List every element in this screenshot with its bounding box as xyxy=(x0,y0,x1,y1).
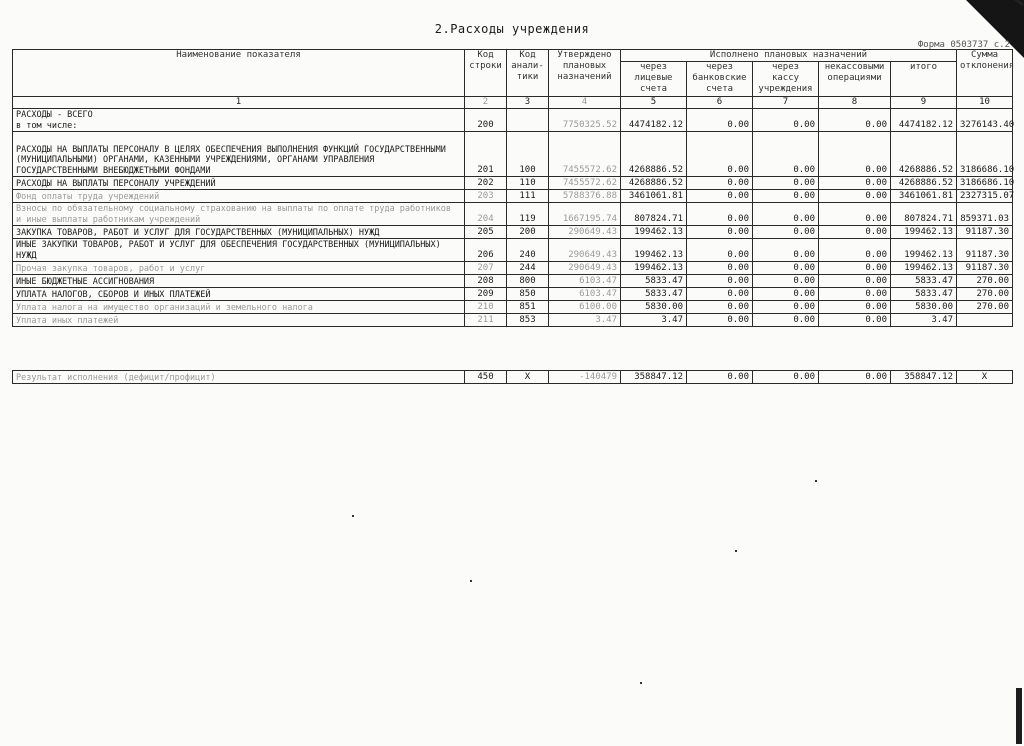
row-approved: 6103.47 xyxy=(549,275,621,288)
scan-speck xyxy=(470,580,472,582)
header-via-bank: через банковские счета xyxy=(687,62,753,97)
row-analytic-code: 244 xyxy=(507,262,549,275)
row-non-cash: 0.00 xyxy=(819,314,891,327)
row-approved: 7455572.62 xyxy=(549,132,621,177)
result-name: Результат исполнения (дефицит/профицит) xyxy=(13,371,465,384)
result-deviation: X xyxy=(957,371,1013,384)
table-row xyxy=(13,301,1013,314)
header-name: Наименование показателя xyxy=(13,50,465,97)
row-approved: 6100.00 xyxy=(549,301,621,314)
row-name: РАСХОДЫ - ВСЕГО в том числе: xyxy=(13,109,465,132)
row-deviation: 91187.30 xyxy=(957,226,1013,239)
table-row xyxy=(13,288,1013,301)
row-non-cash: 0.00 xyxy=(819,262,891,275)
row-approved: 7455572.62 xyxy=(549,177,621,190)
row-via-bank: 0.00 xyxy=(687,239,753,262)
row-analytic-code: 200 xyxy=(507,226,549,239)
col-number: 7 xyxy=(753,97,819,109)
row-total: 199462.13 xyxy=(891,239,957,262)
table-row xyxy=(13,109,1013,132)
row-name: Уплата иных платежей xyxy=(13,314,465,327)
table-row xyxy=(13,262,1013,275)
row-total: 4268886.52 xyxy=(891,177,957,190)
page-title: 2.Расходы учреждения xyxy=(434,22,590,36)
row-via-cash: 0.00 xyxy=(753,177,819,190)
col-number: 6 xyxy=(687,97,753,109)
row-via-cash: 0.00 xyxy=(753,239,819,262)
row-via-bank: 0.00 xyxy=(687,262,753,275)
row-name: УПЛАТА НАЛОГОВ, СБОРОВ И ИНЫХ ПЛАТЕЖЕЙ xyxy=(13,288,465,301)
result-personal: 358847.12 xyxy=(621,371,687,384)
scan-speck xyxy=(815,480,817,482)
row-name: ИНЫЕ БЮДЖЕТНЫЕ АССИГНОВАНИЯ xyxy=(13,275,465,288)
row-non-cash: 0.00 xyxy=(819,109,891,132)
row-via-cash: 0.00 xyxy=(753,275,819,288)
row-deviation: 91187.30 xyxy=(957,239,1013,262)
result-noncash: 0.00 xyxy=(819,371,891,384)
row-deviation: 3186686.10 xyxy=(957,132,1013,177)
col-number: 2 xyxy=(465,97,507,109)
row-via-bank: 0.00 xyxy=(687,177,753,190)
row-via-personal: 5830.00 xyxy=(621,301,687,314)
row-analytic-code: 110 xyxy=(507,177,549,190)
row-total: 5833.47 xyxy=(891,275,957,288)
header-line-code: Код строки xyxy=(465,50,507,97)
row-total: 199462.13 xyxy=(891,262,957,275)
result-approved: -140479 xyxy=(549,371,621,384)
row-via-cash: 0.00 xyxy=(753,190,819,203)
row-line-code: 208 xyxy=(465,275,507,288)
row-via-cash: 0.00 xyxy=(753,226,819,239)
row-non-cash: 0.00 xyxy=(819,239,891,262)
result-row xyxy=(13,371,1013,384)
row-line-code: 206 xyxy=(465,239,507,262)
header-non-cash: некассовыми операциями xyxy=(819,62,891,97)
table-row xyxy=(13,226,1013,239)
col-number: 10 xyxy=(957,97,1013,109)
result-table xyxy=(12,370,1013,384)
row-approved: 6103.47 xyxy=(549,288,621,301)
row-deviation: 270.00 xyxy=(957,301,1013,314)
expense-rows xyxy=(13,109,1013,327)
row-via-personal: 5833.47 xyxy=(621,275,687,288)
row-via-cash: 0.00 xyxy=(753,262,819,275)
row-total: 807824.71 xyxy=(891,203,957,226)
table-row xyxy=(13,203,1013,226)
row-non-cash: 0.00 xyxy=(819,190,891,203)
row-analytic-code: 111 xyxy=(507,190,549,203)
scan-speck xyxy=(352,515,354,517)
row-name: Фонд оплаты труда учреждений xyxy=(13,190,465,203)
row-approved: 290649.43 xyxy=(549,239,621,262)
row-approved: 3.47 xyxy=(549,314,621,327)
scan-edge-mark xyxy=(1016,688,1022,744)
row-via-personal: 4268886.52 xyxy=(621,132,687,177)
header-analytic-code: Код анали-тики xyxy=(507,50,549,97)
row-non-cash: 0.00 xyxy=(819,301,891,314)
result-code: 450 xyxy=(465,371,507,384)
row-total: 4474182.12 xyxy=(891,109,957,132)
row-name: РАСХОДЫ НА ВЫПЛАТЫ ПЕРСОНАЛУ В ЦЕЛЯХ ОБЕСПЕЧЕНИЯ ВЫПОЛНЕНИЯ ФУНКЦИЙ ГОСУДАРСТВЕННЫМИ (МУНИЦИПАЛЬНЫМИ) ОРГАНАМИ, КАЗЕННЫМИ УЧРЕЖДЕНИЯМИ, ОРГАНАМИ УПРАВЛЕНИЯ ГОСУДАРСТВЕННЫМИ ВНЕБЮДЖЕТНЫМИ ФОНДАМИ xyxy=(13,132,465,177)
row-deviation: 3276143.40 xyxy=(957,109,1013,132)
table-row xyxy=(13,177,1013,190)
header-via-personal: через лицевые счета xyxy=(621,62,687,97)
row-non-cash: 0.00 xyxy=(819,203,891,226)
row-analytic-code: 851 xyxy=(507,301,549,314)
row-via-cash: 0.00 xyxy=(753,301,819,314)
row-name: ИНЫЕ ЗАКУПКИ ТОВАРОВ, РАБОТ И УСЛУГ ДЛЯ ОБЕСПЕЧЕНИЯ ГОСУДАРСТВЕННЫХ (МУНИЦИПАЛЬНЫХ) НУЖД xyxy=(13,239,465,262)
row-via-personal: 4474182.12 xyxy=(621,109,687,132)
row-analytic-code: 853 xyxy=(507,314,549,327)
row-via-personal: 4268886.52 xyxy=(621,177,687,190)
row-via-personal: 3.47 xyxy=(621,314,687,327)
row-via-cash: 0.00 xyxy=(753,132,819,177)
column-number-row xyxy=(13,97,1013,109)
row-analytic-code: 119 xyxy=(507,203,549,226)
row-via-bank: 0.00 xyxy=(687,132,753,177)
col-number: 9 xyxy=(891,97,957,109)
row-via-personal: 199462.13 xyxy=(621,226,687,239)
result-bank: 0.00 xyxy=(687,371,753,384)
table-row xyxy=(13,239,1013,262)
row-via-bank: 0.00 xyxy=(687,301,753,314)
row-via-cash: 0.00 xyxy=(753,288,819,301)
row-via-bank: 0.00 xyxy=(687,314,753,327)
row-total: 199462.13 xyxy=(891,226,957,239)
row-line-code: 205 xyxy=(465,226,507,239)
row-name: ЗАКУПКА ТОВАРОВ, РАБОТ И УСЛУГ ДЛЯ ГОСУДАРСТВЕННЫХ (МУНИЦИПАЛЬНЫХ) НУЖД xyxy=(13,226,465,239)
expenses-table xyxy=(12,49,1013,327)
result-analytic: X xyxy=(507,371,549,384)
row-analytic-code xyxy=(507,109,549,132)
row-analytic-code: 100 xyxy=(507,132,549,177)
row-total: 4268886.52 xyxy=(891,132,957,177)
row-name: РАСХОДЫ НА ВЫПЛАТЫ ПЕРСОНАЛУ УЧРЕЖДЕНИЙ xyxy=(13,177,465,190)
header-approved: Утверждено плановых назначений xyxy=(549,50,621,97)
row-line-code: 203 xyxy=(465,190,507,203)
row-via-cash: 0.00 xyxy=(753,109,819,132)
table-row xyxy=(13,275,1013,288)
row-total: 3461061.81 xyxy=(891,190,957,203)
form-code-label: Форма 0503737 с.2 xyxy=(917,40,1010,50)
row-via-bank: 0.00 xyxy=(687,109,753,132)
row-non-cash: 0.00 xyxy=(819,288,891,301)
row-via-bank: 0.00 xyxy=(687,203,753,226)
result-cash: 0.00 xyxy=(753,371,819,384)
row-via-bank: 0.00 xyxy=(687,275,753,288)
col-number: 1 xyxy=(13,97,465,109)
header-deviation: Сумма отклонения xyxy=(957,50,1013,97)
row-via-personal: 3461061.81 xyxy=(621,190,687,203)
row-approved: 290649.43 xyxy=(549,262,621,275)
row-deviation: 859371.03 xyxy=(957,203,1013,226)
row-line-code: 207 xyxy=(465,262,507,275)
row-approved: 290649.43 xyxy=(549,226,621,239)
row-via-personal: 199462.13 xyxy=(621,239,687,262)
row-deviation: 270.00 xyxy=(957,275,1013,288)
row-non-cash: 0.00 xyxy=(819,275,891,288)
row-analytic-code: 850 xyxy=(507,288,549,301)
row-deviation: 270.00 xyxy=(957,288,1013,301)
row-approved: 1667195.74 xyxy=(549,203,621,226)
row-deviation: 3186686.10 xyxy=(957,177,1013,190)
row-line-code: 211 xyxy=(465,314,507,327)
col-number: 3 xyxy=(507,97,549,109)
scan-speck xyxy=(640,682,642,684)
row-total: 3.47 xyxy=(891,314,957,327)
row-total: 5830.00 xyxy=(891,301,957,314)
result-total: 358847.12 xyxy=(891,371,957,384)
row-via-personal: 5833.47 xyxy=(621,288,687,301)
row-name: Уплата налога на имущество организаций и земельного налога xyxy=(13,301,465,314)
row-line-code: 209 xyxy=(465,288,507,301)
header-total: итого xyxy=(891,62,957,97)
row-approved: 5788376.88 xyxy=(549,190,621,203)
row-name: Взносы по обязательному социальному страхованию на выплаты по оплате труда работников и иные выплаты работникам учреждений xyxy=(13,203,465,226)
row-analytic-code: 800 xyxy=(507,275,549,288)
row-name: Прочая закупка товаров, работ и услуг xyxy=(13,262,465,275)
row-non-cash: 0.00 xyxy=(819,132,891,177)
row-line-code: 202 xyxy=(465,177,507,190)
row-via-personal: 807824.71 xyxy=(621,203,687,226)
row-analytic-code: 240 xyxy=(507,239,549,262)
row-line-code: 200 xyxy=(465,109,507,132)
col-number: 8 xyxy=(819,97,891,109)
row-via-bank: 0.00 xyxy=(687,288,753,301)
header-row-top xyxy=(13,50,1013,62)
row-non-cash: 0.00 xyxy=(819,177,891,190)
row-line-code: 201 xyxy=(465,132,507,177)
row-via-bank: 0.00 xyxy=(687,190,753,203)
row-line-code: 210 xyxy=(465,301,507,314)
row-via-cash: 0.00 xyxy=(753,314,819,327)
row-via-bank: 0.00 xyxy=(687,226,753,239)
row-total: 5833.47 xyxy=(891,288,957,301)
row-deviation: 91187.30 xyxy=(957,262,1013,275)
row-via-personal: 199462.13 xyxy=(621,262,687,275)
row-approved: 7750325.52 xyxy=(549,109,621,132)
row-line-code: 204 xyxy=(465,203,507,226)
header-executed: Исполнено плановых назначений xyxy=(621,50,957,62)
header-via-cash: через кассу учреждения xyxy=(753,62,819,97)
table-row xyxy=(13,314,1013,327)
table-row xyxy=(13,132,1013,177)
row-non-cash: 0.00 xyxy=(819,226,891,239)
row-via-cash: 0.00 xyxy=(753,203,819,226)
row-deviation: 2327315.07 xyxy=(957,190,1013,203)
col-number: 5 xyxy=(621,97,687,109)
row-deviation xyxy=(957,314,1013,327)
table-row xyxy=(13,190,1013,203)
col-number: 4 xyxy=(549,97,621,109)
scan-speck xyxy=(735,550,737,552)
